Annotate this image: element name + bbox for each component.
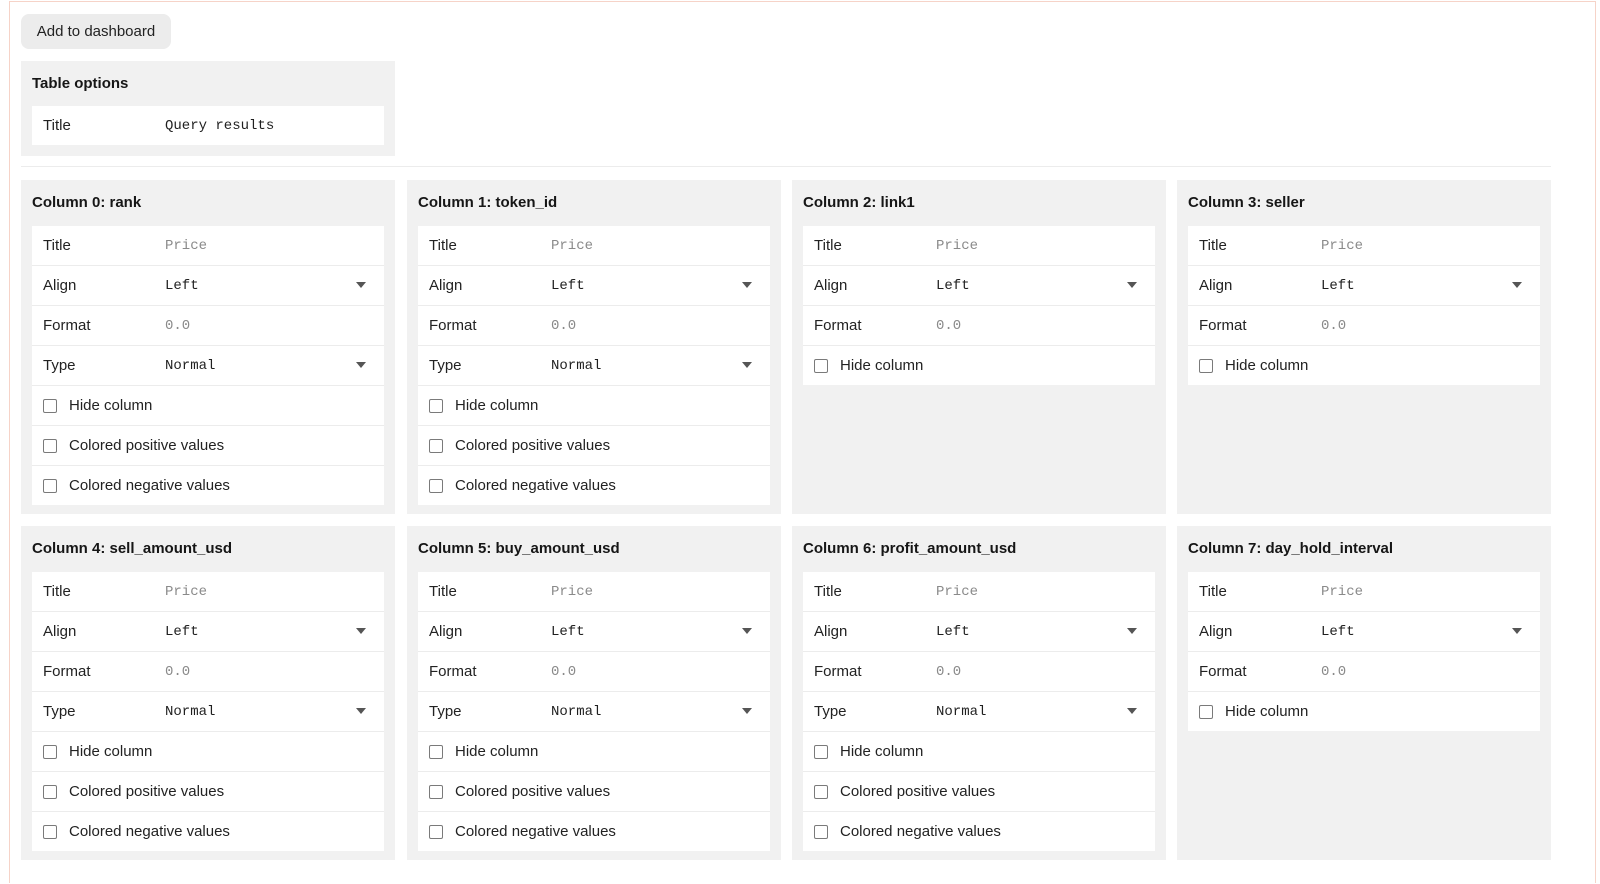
hide-column-label: Hide column [840,357,924,374]
colored-positive-label: Colored positive values [455,437,611,454]
hide-column-label: Hide column [1225,357,1309,374]
column-panel-7 [1177,526,1551,860]
chevron-down-icon[interactable] [1512,282,1522,288]
align-row[interactable] [32,612,384,652]
hide-column-checkbox[interactable] [814,359,828,373]
type-row[interactable] [418,692,770,732]
align-row[interactable] [418,266,770,306]
column-heading: Column 5: buy_amount_usd [418,540,620,557]
hide-column-label: Hide column [69,743,153,760]
format-label: Format [814,663,862,680]
type-label: Type [429,357,462,374]
title-label: Title [43,237,71,254]
title-input[interactable]: Price [551,237,594,254]
format-label: Format [429,317,477,334]
divider [21,166,1551,167]
chevron-down-icon[interactable] [356,708,366,714]
title-label: Title [1199,237,1227,254]
colored-positive-checkbox[interactable] [43,439,57,453]
colored-negative-label: Colored negative values [69,823,230,840]
format-label: Format [1199,663,1247,680]
align-select[interactable]: Left [936,623,970,640]
colored-negative-checkbox[interactable] [429,825,443,839]
format-label: Format [1199,317,1247,334]
format-label: Format [43,663,91,680]
title-input[interactable]: Price [936,237,979,254]
column-heading: Column 4: sell_amount_usd [32,540,233,557]
align-row[interactable] [418,612,770,652]
hide-column-label: Hide column [840,743,924,760]
table-options-panel [21,61,395,156]
hide-column-label: Hide column [69,397,153,414]
hide-column-label: Hide column [455,397,539,414]
chevron-down-icon[interactable] [356,362,366,368]
format-input[interactable]: 0.0 [1321,317,1347,334]
format-row [32,306,384,346]
type-select[interactable]: Normal [165,703,216,720]
align-select[interactable]: Left [165,277,199,294]
column-heading: Column 2: link1 [803,194,915,211]
title-row [1188,572,1540,612]
format-input[interactable]: 0.0 [936,663,962,680]
colored-negative-label: Colored negative values [69,477,230,494]
colored-negative-row[interactable] [418,812,770,851]
add-to-dashboard-button[interactable]: Add to dashboard [21,14,171,49]
colored-negative-checkbox[interactable] [43,479,57,493]
align-select[interactable]: Left [551,623,585,640]
align-row[interactable] [32,266,384,306]
type-row[interactable] [32,692,384,732]
title-label: Title [43,583,71,600]
chevron-down-icon[interactable] [1127,708,1137,714]
align-label: Align [43,623,77,640]
hide-column-checkbox[interactable] [43,399,57,413]
format-row [418,652,770,692]
chevron-down-icon[interactable] [356,282,366,288]
title-input[interactable]: Price [936,583,979,600]
column-panel-2 [792,180,1166,514]
colored-positive-checkbox[interactable] [429,785,443,799]
format-input[interactable]: 0.0 [165,317,191,334]
align-select[interactable]: Left [165,623,199,640]
colored-negative-row[interactable] [32,466,384,505]
chevron-down-icon[interactable] [742,282,752,288]
format-input[interactable]: 0.0 [936,317,962,334]
colored-positive-label: Colored positive values [69,783,225,800]
title-input[interactable]: Price [165,237,208,254]
type-select[interactable]: Normal [551,703,602,720]
chevron-down-icon[interactable] [742,628,752,634]
title-input[interactable]: Price [165,583,208,600]
align-label: Align [814,277,848,294]
type-label: Type [43,703,76,720]
title-row [32,572,384,612]
hide-column-row[interactable] [803,732,1155,772]
title-input[interactable]: Price [1321,583,1364,600]
title-row [803,572,1155,612]
chevron-down-icon[interactable] [1127,282,1137,288]
hide-column-label: Hide column [1225,703,1309,720]
align-label: Align [814,623,848,640]
hide-column-checkbox[interactable] [1199,705,1213,719]
hide-column-row[interactable] [1188,692,1540,731]
align-label: Align [429,623,463,640]
align-label: Align [43,277,77,294]
colored-negative-checkbox[interactable] [429,479,443,493]
colored-negative-row[interactable] [803,812,1155,851]
chevron-down-icon[interactable] [742,708,752,714]
colored-negative-checkbox[interactable] [814,825,828,839]
column-heading: Column 1: token_id [418,194,558,211]
format-label: Format [43,317,91,334]
column-panel-1 [407,180,781,514]
chevron-down-icon[interactable] [1512,628,1522,634]
align-row[interactable] [1188,612,1540,652]
align-label: Align [429,277,463,294]
colored-positive-label: Colored positive values [840,783,996,800]
format-row [1188,306,1540,346]
colored-positive-label: Colored positive values [455,783,611,800]
column-panel-6 [792,526,1166,860]
hide-column-checkbox[interactable] [429,399,443,413]
chevron-down-icon[interactable] [356,628,366,634]
colored-positive-row[interactable] [418,426,770,466]
title-label: Title [1199,583,1227,600]
align-select[interactable]: Left [936,277,970,294]
title-label: Title [814,583,842,600]
table-title-label: Title [43,117,71,134]
colored-negative-label: Colored negative values [840,823,1001,840]
column-heading: Column 6: profit_amount_usd [803,540,1017,557]
align-row[interactable] [803,612,1155,652]
table-options-heading: Table options [32,75,129,92]
type-select[interactable]: Normal [551,357,602,374]
title-row [32,226,384,266]
align-row[interactable] [803,266,1155,306]
colored-positive-row[interactable] [32,772,384,812]
format-input[interactable]: 0.0 [1321,663,1347,680]
chevron-down-icon[interactable] [742,362,752,368]
title-row [418,226,770,266]
column-heading: Column 3: seller [1188,194,1305,211]
colored-negative-row[interactable] [32,812,384,851]
colored-negative-row[interactable] [418,466,770,505]
format-input[interactable]: 0.0 [551,317,577,334]
title-label: Title [429,237,457,254]
column-heading: Column 7: day_hold_interval [1188,540,1394,557]
title-input[interactable]: Price [551,583,594,600]
format-row [32,652,384,692]
type-label: Type [814,703,847,720]
align-select[interactable]: Left [1321,277,1355,294]
align-select[interactable]: Left [551,277,585,294]
colored-positive-checkbox[interactable] [43,785,57,799]
hide-column-checkbox[interactable] [43,745,57,759]
hide-column-checkbox[interactable] [1199,359,1213,373]
colored-positive-checkbox[interactable] [814,785,828,799]
column-panel-5 [407,526,781,860]
colored-positive-row[interactable] [803,772,1155,812]
align-label: Align [1199,277,1233,294]
table-title-row [32,106,384,145]
format-row [803,306,1155,346]
hide-column-row[interactable] [418,386,770,426]
colored-negative-label: Colored negative values [455,477,616,494]
hide-column-row[interactable] [32,386,384,426]
colored-negative-label: Colored negative values [455,823,616,840]
type-label: Type [43,357,76,374]
align-label: Align [1199,623,1233,640]
type-label: Type [429,703,462,720]
hide-column-row[interactable] [803,346,1155,385]
chevron-down-icon[interactable] [1127,628,1137,634]
colored-positive-row[interactable] [418,772,770,812]
colored-positive-row[interactable] [32,426,384,466]
format-label: Format [814,317,862,334]
format-row [1188,652,1540,692]
type-select[interactable]: Normal [936,703,987,720]
colored-positive-checkbox[interactable] [429,439,443,453]
align-row[interactable] [1188,266,1540,306]
column-heading: Column 0: rank [32,194,142,211]
type-row[interactable] [418,346,770,386]
format-input[interactable]: 0.0 [165,663,191,680]
colored-negative-checkbox[interactable] [43,825,57,839]
table-title-input[interactable]: Query results [165,117,275,134]
format-input[interactable]: 0.0 [551,663,577,680]
title-row [803,226,1155,266]
type-select[interactable]: Normal [165,357,216,374]
type-row[interactable] [803,692,1155,732]
hide-column-row[interactable] [32,732,384,772]
column-panel-4 [21,526,395,860]
title-label: Title [429,583,457,600]
title-row [418,572,770,612]
title-row [1188,226,1540,266]
format-label: Format [429,663,477,680]
format-row [803,652,1155,692]
column-panel-0 [21,180,395,514]
title-label: Title [814,237,842,254]
hide-column-label: Hide column [455,743,539,760]
type-row[interactable] [32,346,384,386]
hide-column-checkbox[interactable] [429,745,443,759]
column-panel-3 [1177,180,1551,514]
format-row [418,306,770,346]
hide-column-row[interactable] [418,732,770,772]
align-select[interactable]: Left [1321,623,1355,640]
hide-column-checkbox[interactable] [814,745,828,759]
title-input[interactable]: Price [1321,237,1364,254]
colored-positive-label: Colored positive values [69,437,225,454]
hide-column-row[interactable] [1188,346,1540,385]
